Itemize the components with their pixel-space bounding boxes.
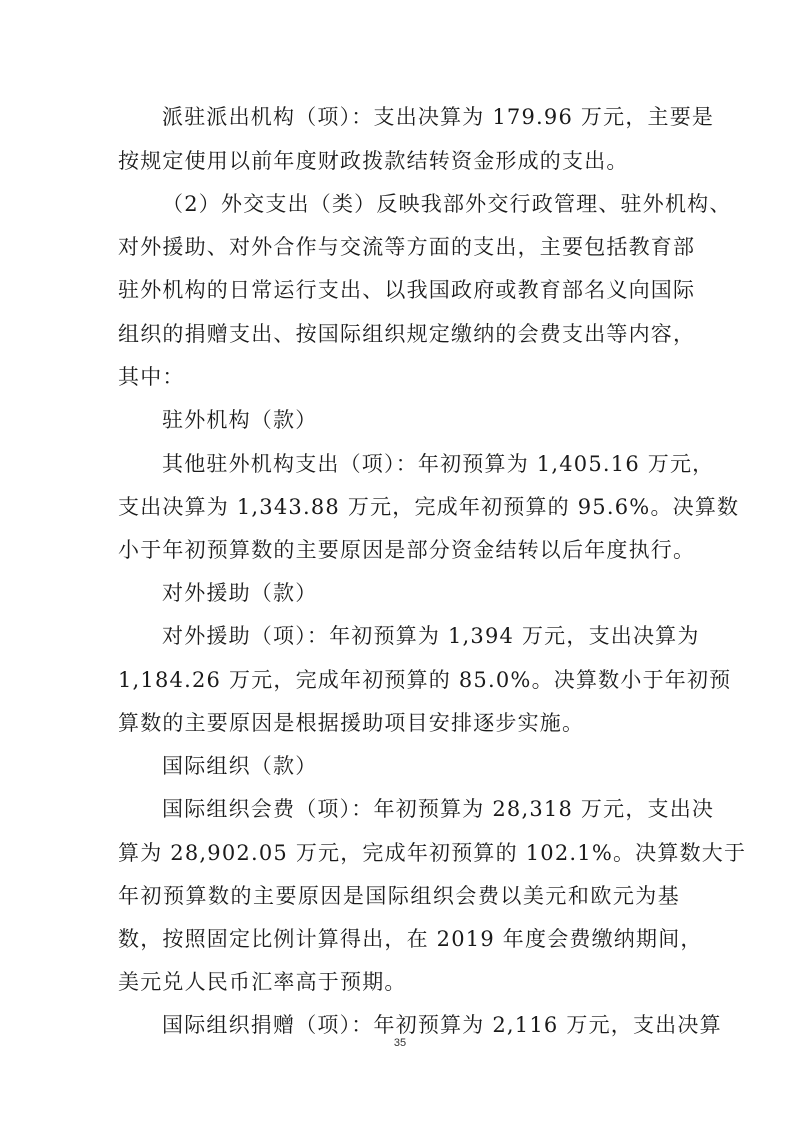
paragraph-line: 按规定使用以前年度财政拨款结转资金形成的支出。 bbox=[118, 149, 629, 173]
subheading-line: 驻外机构（款） bbox=[162, 408, 318, 432]
paragraph-line: 派驻派出机构（项）：支出决算为 179.96 万元，主要是 bbox=[162, 105, 715, 129]
paragraph-line: 国际组织捐赠（项）：年初预算为 2,116 万元，支出决算 bbox=[162, 1013, 722, 1037]
paragraph-line: 算数的主要原因是根据援助项目安排逐步实施。 bbox=[118, 711, 585, 735]
paragraph-line: 对外援助（项）：年初预算为 1,394 万元，支出决算为 bbox=[162, 624, 700, 648]
paragraph-line: 驻外机构的日常运行支出、以我国政府或教育部名义向国际 bbox=[118, 278, 696, 302]
paragraph-line: 其他驻外机构支出（项）：年初预算为 1,405.16 万元， bbox=[162, 452, 715, 476]
paragraph-line: 其中： bbox=[118, 365, 185, 389]
paragraph-line: 支出决算为 1,343.88 万元，完成年初预算的 95.6%。决算数 bbox=[118, 495, 740, 519]
paragraph-line: 年初预算数的主要原因是国际组织会费以美元和欧元为基 bbox=[118, 884, 680, 908]
paragraph-line: 国际组织会费（项）：年初预算为 28,318 万元，支出决 bbox=[162, 797, 715, 821]
paragraph-line: 1,184.26 万元，完成年初预算的 85.0%。决算数小于年初预 bbox=[118, 668, 732, 692]
paragraph-line: 数，按照固定比例计算得出，在 2019 年度会费缴纳期间， bbox=[118, 927, 703, 951]
paragraph-line: 美元兑人民币汇率高于预期。 bbox=[118, 970, 407, 994]
paragraph-line: 组织的捐赠支出、按国际组织规定缴纳的会费支出等内容， bbox=[118, 322, 696, 346]
page-number: 35 bbox=[393, 1037, 407, 1049]
section-heading-line: （2）外交支出（类）反映我部外交行政管理、驻外机构、 bbox=[162, 192, 732, 216]
paragraph-line: 小于年初预算数的主要原因是部分资金结转以后年度执行。 bbox=[118, 538, 696, 562]
paragraph-line: 对外援助、对外合作与交流等方面的支出，主要包括教育部 bbox=[118, 235, 696, 259]
paragraph-line: 算为 28,902.05 万元，完成年初预算的 102.1%。决算数大于 bbox=[118, 841, 747, 865]
subheading-line: 对外援助（款） bbox=[162, 581, 318, 605]
subheading-line: 国际组织（款） bbox=[162, 754, 318, 778]
